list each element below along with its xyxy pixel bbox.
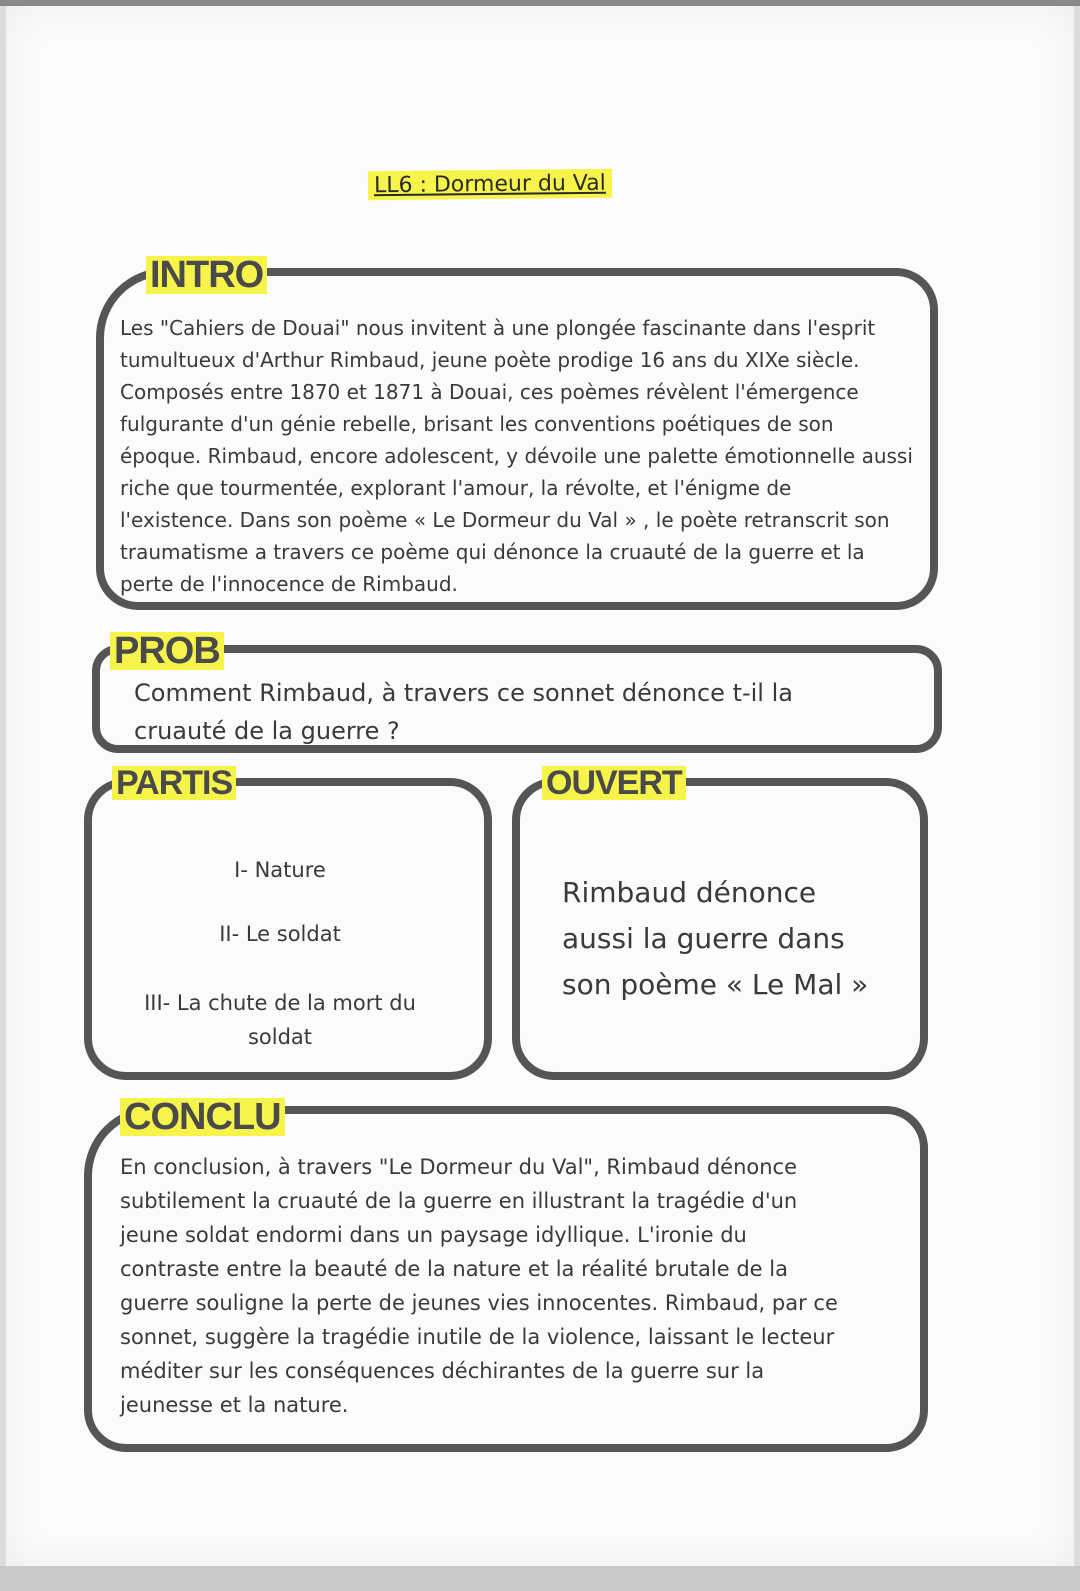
prob-heading: PROB (110, 632, 224, 670)
intro-text: Les "Cahiers de Douai" nous invitent à une plongée fascinante dans l'esprit tumultueux d'Arthur Rimbaud, jeune poète prodige 16 ans du XIXe siècle. Composés entre 1870 et 1871 à Douai, ces poèmes révèlent l'émergence fulgurante d'un génie rebelle, brisant les conventions poétiques de son époque. Rimbaud, encore adolescent, y dévoile une palette émotionnelle aussi riche que tourmentée, explorant l'amour, la révolte, et l'énigme de l'existence. Dans son poème « Le Dormeur du Val » , le poète retranscrit son traumatisme a travers ce poème qui dénonce la cruauté de la guerre et la perte de l'innocence de Rimbaud. (120, 316, 913, 596)
prob-text: Comment Rimbaud, à travers ce sonnet dénonce t-il la cruauté de la guerre ? (134, 679, 793, 745)
intro-heading: INTRO (146, 256, 267, 294)
partis-item-1: I- Nature (234, 858, 326, 882)
partis-heading: PARTIS (112, 766, 236, 800)
page-title: LL6 : Dormeur du Val (368, 169, 612, 201)
ouvert-heading: OUVERT (542, 766, 686, 800)
conclu-text: En conclusion, à travers "Le Dormeur du Val", Rimbaud dénonce subtilement la cruauté de la guerre en illustrant la tragédie d'un jeune soldat endormi dans un paysage idyllique. L'ironie du contraste entre la beauté de la nature et la réalité brutale de la guerre souligne la perte de jeunes vies innocentes. Rimbaud, par ce sonnet, suggère la tragédie inutile de la violence, laissant le lecteur méditer sur les conséquences déchirantes de la guerre sur la jeunesse et la nature. (120, 1155, 838, 1417)
conclu-heading: CONCLU (120, 1098, 285, 1136)
ouvert-text: Rimbaud dénonce aussi la guerre dans son poème « Le Mal » (562, 876, 869, 1001)
photo-bottom-edge (0, 1566, 1080, 1591)
partis-item-2: II- Le soldat (219, 922, 341, 946)
partis-item-3: III- La chute de la mort du soldat (144, 991, 416, 1049)
